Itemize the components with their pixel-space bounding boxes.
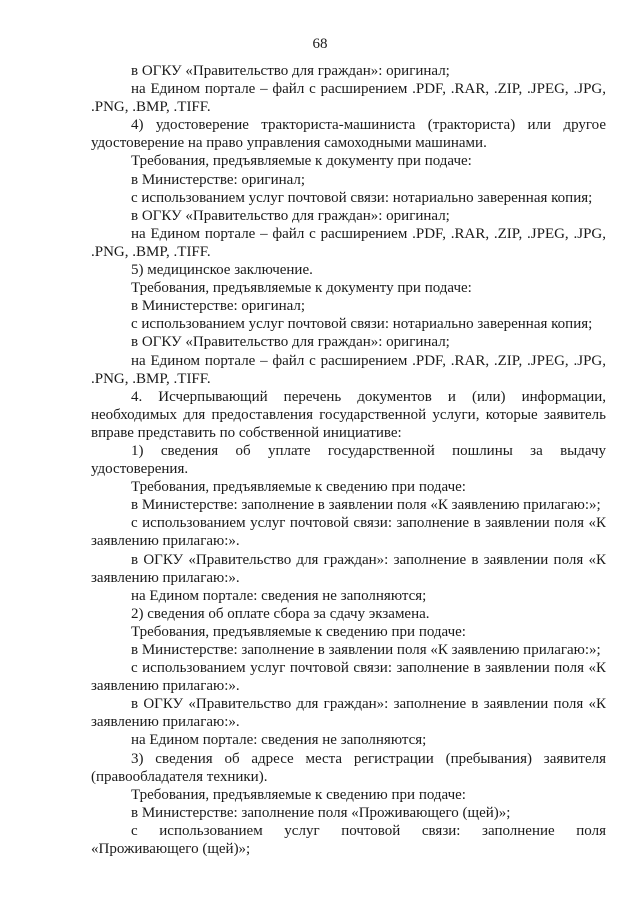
paragraph: в ОГКУ «Правительство для граждан»: оригинал; bbox=[131, 63, 450, 79]
paragraph: в Министерстве: заполнение поля «Проживающего (щей)»; bbox=[131, 804, 511, 821]
paragraph: в ОГКУ «Правительство для граждан»: заполнение в заявлении поля «К заявлению прилагаю:». bbox=[91, 696, 606, 731]
paragraph: в ОГКУ «Правительство для граждан»: оригинал; bbox=[131, 207, 450, 224]
paragraph: в ОГКУ «Правительство для граждан»: заполнение в заявлении поля «К заявлению прилагаю:». bbox=[91, 551, 606, 586]
paragraph: на Едином портале: сведения не заполняются; bbox=[131, 587, 427, 604]
paragraph: 5) медицинское заключение. bbox=[131, 262, 313, 279]
paragraph: с использованием услуг почтовой связи: нотариально заверенная копия; bbox=[131, 189, 593, 206]
paragraph: 2) сведения об оплате сбора за сдачу экзамена. bbox=[131, 605, 430, 622]
paragraph: в ОГКУ «Правительство для граждан»: оригинал; bbox=[131, 334, 450, 351]
paragraph: 1) сведения об уплате государственной пошлины за выдачу удостоверения. bbox=[91, 442, 606, 478]
paragraph: в Министерстве: заполнение в заявлении поля «К заявлению прилагаю:»; bbox=[131, 497, 601, 514]
paragraph: 3) сведения об адресе места регистрации (пребывания) заявителя (правообладателя техники). bbox=[91, 750, 606, 785]
paragraph: на Едином портале: сведения не заполняются; bbox=[131, 732, 427, 749]
document-body bbox=[91, 62, 606, 858]
paragraph: на Едином портале – файл с расширением .PDF, .RAR, .ZIP, .JPEG, .JPG, .PNG, .BMP, .TIFF. bbox=[91, 225, 606, 260]
paragraph: Требования, предъявляемые к сведению при подаче: bbox=[131, 479, 466, 496]
paragraph: с использованием услуг почтовой связи: заполнение поля «Проживающего (щей)»; bbox=[91, 822, 606, 858]
paragraph: с использованием услуг почтовой связи: заполнение в заявлении поля «К заявлению прилагаю:». bbox=[91, 515, 606, 550]
paragraph: в Министерстве: заполнение в заявлении поля «К заявлению прилагаю:»; bbox=[131, 642, 601, 658]
page-number: 68 bbox=[312, 36, 328, 52]
paragraph: Требования, предъявляемые к сведению при подаче: bbox=[131, 623, 466, 640]
paragraph: Требования, предъявляемые к документу при подаче: bbox=[131, 280, 472, 297]
paragraph: с использованием услуг почтовой связи: нотариально заверенная копия; bbox=[131, 316, 593, 333]
paragraph: 4) удостоверение тракториста-машиниста (тракториста) или другое удостоверение на право управления самоходными машинами. bbox=[91, 117, 606, 152]
paragraph: 4. Исчерпывающий перечень документов и (или) информации, необходимых для предоставления государственной услуги, которые заявитель вправе представить по собственной инициативе: bbox=[91, 388, 606, 441]
paragraph: в Министерстве: оригинал; bbox=[131, 298, 306, 315]
paragraph: с использованием услуг почтовой связи: заполнение в заявлении поля «К заявлению прилагаю:». bbox=[91, 660, 606, 695]
paragraph: Требования, предъявляемые к сведению при подаче: bbox=[131, 786, 466, 803]
paragraph: Требования, предъявляемые к документу при подаче: bbox=[131, 153, 472, 170]
paragraph: на Едином портале – файл с расширением .PDF, .RAR, .ZIP, .JPEG, .JPG, .PNG, .BMP, .TIFF. bbox=[91, 81, 606, 116]
paragraph: на Едином портале – файл с расширением .PDF, .RAR, .ZIP, .JPEG, .JPG, .PNG, .BMP, .TIFF. bbox=[91, 352, 606, 387]
paragraph: в Министерстве: оригинал; bbox=[131, 171, 306, 188]
